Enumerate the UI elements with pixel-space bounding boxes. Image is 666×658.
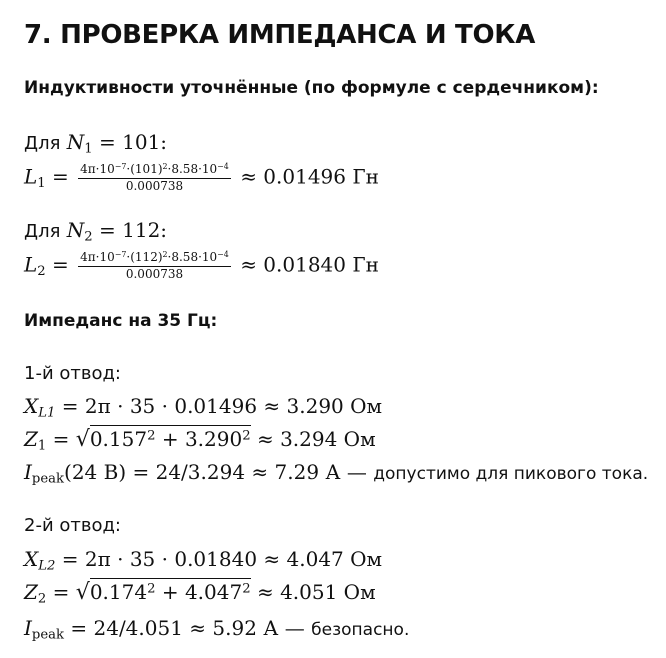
impedance-heading: Импеданс на 35 Гц: <box>24 311 218 331</box>
n1-condition-line <box>24 132 167 156</box>
n2-label: Для <box>24 221 61 242</box>
sqrt-symbol: √ <box>75 427 90 452</box>
inductance-heading: Индуктивности уточнённые (по формуле с сердечником): <box>24 78 599 98</box>
n1-value: = 101: <box>99 130 168 154</box>
l1-result: ≈ 0.01496 Гн <box>240 164 379 189</box>
l1-var: L <box>24 164 38 189</box>
n1-label: Для <box>24 133 61 154</box>
tap1-current: $I_{peak}(24$ В) = 24/3.294 ≈ 7.29 А — допустимо для пикового тока. <box>24 460 649 487</box>
l1-formula: $L_1$ = $\frac{4\pi\cdot 10^{-7}\cdot(101)^2\cdot 8.58\cdot 10^{-4}}{0.000738}$ ≈ 0.01496 Гн <box>24 161 379 193</box>
n2-value: = 112: <box>99 218 168 242</box>
l2-result: ≈ 0.01840 Гн <box>240 252 379 277</box>
l2-var-sub: 2 <box>37 263 46 279</box>
tap2-radicand: $0.174^2 + 4.047^2$ <box>89 580 251 604</box>
n2-condition-line <box>24 220 167 244</box>
n2-var-sub: 2 <box>84 229 93 245</box>
tap1-label: 1-й отвод: <box>24 363 121 384</box>
l1-numerator: $4\pi\cdot 10^{-7}\cdot(101)^2\cdot 8.58\cdot 10^{-4}$ <box>78 162 231 179</box>
sqrt-symbol: √ <box>75 580 90 605</box>
l2-var: L <box>24 252 38 277</box>
n2-var: N <box>66 218 85 242</box>
tap2-current-note: безопасно. <box>311 620 410 640</box>
section-title: 7. ПРОВЕРКА ИМПЕДАНСА И ТОКА <box>24 20 536 50</box>
tap1-radicand: $0.157^2 + 3.290^2$ <box>89 427 251 451</box>
n1-var-sub: 1 <box>84 141 93 157</box>
l1-fraction <box>78 162 231 194</box>
l1-var-sub: 1 <box>37 175 46 191</box>
tap2-reactance: XL2 = 2π · 35 · 0.01840 ≈ 4.047 Ом <box>24 547 383 574</box>
l2-fraction <box>78 250 231 282</box>
tap1-reactance: XL1 = 2π · 35 · 0.01496 ≈ 3.290 Ом <box>24 394 383 421</box>
l2-formula: $L_2$ = $\frac{4\pi\cdot 10^{-7}\cdot(112)^2\cdot 8.58\cdot 10^{-4}}{0.000738}$ ≈ 0.01840 Гн <box>24 249 379 281</box>
tap1-impedance: $Z_1 = √0.157^2 + 3.290^2 \approx 3.294$ Ом <box>24 427 376 454</box>
l2-numerator: $4\pi\cdot 10^{-7}\cdot(112)^2\cdot 8.58\cdot 10^{-4}$ <box>78 250 231 267</box>
l2-denominator: 0.000738 <box>125 266 184 281</box>
tap2-current: $I_{peak} = 24/4.051 \approx 5.92$ А — безопасно. <box>24 616 410 643</box>
tap2-label: 2-й отвод: <box>24 515 121 536</box>
n1-var: N <box>66 130 85 154</box>
l1-denominator: 0.000738 <box>125 178 184 193</box>
tap1-current-note: допустимо для пикового тока. <box>373 464 649 484</box>
tap2-impedance: $Z_2 = √0.174^2 + 4.047^2 \approx 4.051$ Ом <box>24 580 376 607</box>
